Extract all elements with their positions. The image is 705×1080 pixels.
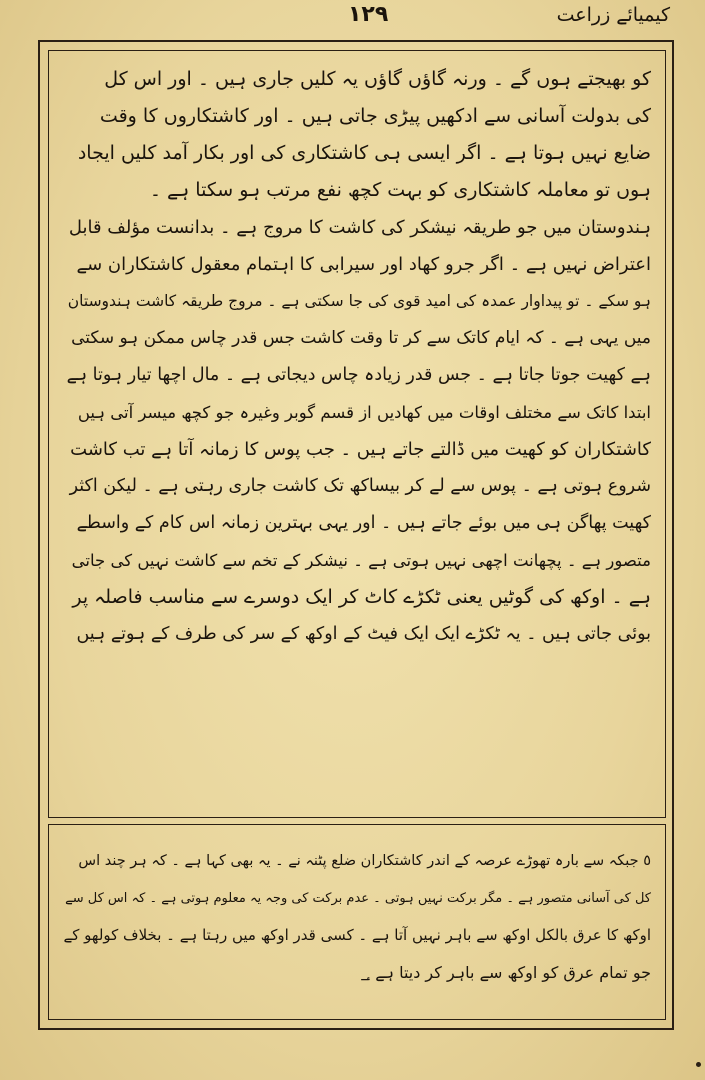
text-line: اعتراض نہیں ہے ۔ اگر جرو کھاد اور سیرابی کا اہتمام معقول کاشتکاران سے xyxy=(76,254,651,275)
running-head: کیمیائے زراعت xyxy=(556,4,670,26)
text-line: کاشتکاران کو کھیت میں ڈالتے جاتے ہیں ۔ جب پوس کا زمانہ آتا ہے تب کاشت xyxy=(70,439,651,460)
page-number: ۱۲۹ xyxy=(348,2,389,27)
page-header xyxy=(38,0,678,42)
footnote-line: کل کی آسانی متصور ہے ۔ مگر برکت نہیں ہوتی ۔ عدم برکت کی وجہ یہ معلوم ہوتی ہے ۔ کہ اس کل سے xyxy=(65,891,651,906)
text-line: ہے ۔ اوکھ کی گوٹیں یعنی ٹکڑے کاٹ کر ایک دوسرے سے مناسب فاصلہ پر xyxy=(72,586,651,608)
main-text-box xyxy=(48,50,666,818)
footnote-line: اوکھ کا عرق بالکل اوکھ سے باہر نہیں آتا ہے ۔ کسی قدر اوکھ میں رہتا ہے ۔ بخلاف کولھو کے xyxy=(63,926,651,944)
text-line: ابتدا کاتک سے مختلف اوقات میں کھادیں از قسم گوبر وغیرہ جو کچھ میسر آتی ہیں xyxy=(77,403,651,422)
footnote-text xyxy=(63,843,651,991)
text-line: میں یہی ہے ۔ کہ ایام کاتک سے کر تا وقت کاشت جس قدر چاس ممکن ہو سکتی xyxy=(71,328,651,348)
text-line: شروع ہوتی ہے ۔ پوس سے لے کر بیساکھ تک کاشت جاری رہتی ہے ۔ لیکن اکثر xyxy=(69,476,651,496)
text-line: ہو سکے ۔ تو پیداوار عمدہ کی امید قوی کی جا سکتی ہے ۔ مروج طریقہ کاشت ہندوستان xyxy=(67,292,651,310)
text-line: ہوں تو معاملہ کاشتکاری کو بہت کچھ نفع مرتب ہو سکتا ہے ۔ xyxy=(149,179,651,201)
page-frame xyxy=(38,40,674,1030)
text-line: کی بدولت آسانی سے ادکھیں پیڑی جاتی ہیں ۔ اور کاشتکاروں کا وقت xyxy=(99,105,651,127)
footnote-line: جو تمام عرق کو اوکھ سے باہر کر دیتا ہے ؀ xyxy=(360,963,651,982)
main-text xyxy=(63,61,651,653)
text-line: کو بھیجتے ہوں گے ۔ ورنہ گاؤں گاؤں یہ کلیں جاری ہیں ۔ اور اس کل xyxy=(104,68,651,90)
text-line: کھیت پھاگن ہی میں بوئے جاتے ہیں ۔ اور یہی بہترین زمانہ اس کام کے واسطے xyxy=(76,513,651,533)
margin-dot xyxy=(696,1062,701,1067)
text-line: ہے کھیت جوتا جاتا ہے ۔ جس قدر زیادہ چاس دیجاتی ہے ۔ مال اچھا تیار ہوتا ہے xyxy=(66,365,651,385)
text-line: ہندوستان میں جو طریقہ نیشکر کی کاشت کا مروج ہے ۔ بدانست مؤلف قابل xyxy=(68,217,651,238)
footnote-box xyxy=(48,824,666,1020)
text-line: ضایع نہیں ہوتا ہے ۔ اگر ایسی ہی کاشتکاری کی اور بکار آمد کلیں ایجاد xyxy=(77,142,651,164)
text-line: بوئی جاتی ہیں ۔ یہ ٹکڑے ایک ایک فیٹ کے اوکھ کے سر کی طرف کے ہوتے ہیں xyxy=(76,624,651,644)
footnote-line: ٥ جبکہ سے بارہ تھوڑے عرصہ کے اندر کاشتکاران ضلع پٹنہ نے ۔ یہ بھی کہا ہے ۔ کہ ہر چند اس xyxy=(78,853,651,869)
text-line: متصور ہے ۔ پچھانت اچھی نہیں ہوتی ہے ۔ نیشکر کے تخم سے کاشت نہیں کی جاتی xyxy=(71,551,651,570)
